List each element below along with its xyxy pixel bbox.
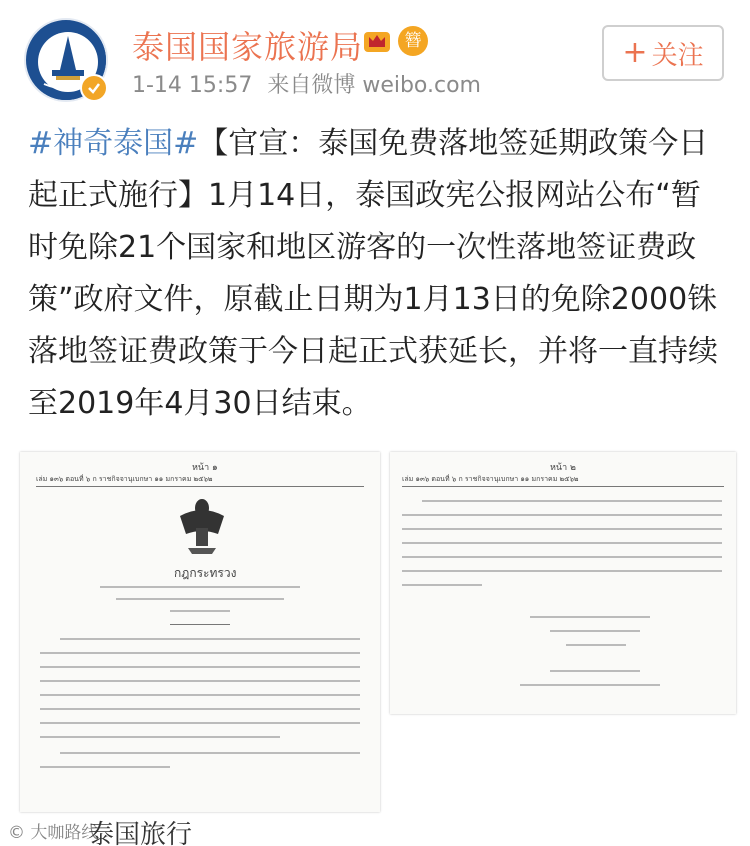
text-line [520,684,660,686]
post-header [0,0,750,112]
verified-badge-icon [80,74,108,102]
divider [36,486,364,487]
watermark: © 大咖路线 [8,823,99,843]
text-line [100,586,300,588]
text-line [530,616,650,618]
crown-badge-icon [362,26,392,56]
plus-icon: + [622,35,648,70]
footer [0,814,750,846]
text-line [116,598,284,600]
text-line [60,752,360,754]
doc-header: เล่ม ๑๓๖ ตอนที่ ๖ ก ราชกิจจานุเบกษา ๑๑ มกราคม ๒๕๖๒ [402,475,579,483]
doc-title: กฎกระทรวง [174,566,237,580]
document-image-left[interactable] [20,452,380,812]
text-line [40,736,280,738]
hashtag-link[interactable]: #神奇泰国# [28,126,199,161]
text-line [40,680,360,682]
text-line [402,542,722,544]
post-time[interactable]: 1-14 15:57 [132,73,253,98]
doc-header: เล่ม ๑๓๖ ตอนที่ ๖ ก ราชกิจจานุเบกษา ๑๑ มกราคม ๒๕๖๒ [36,475,213,483]
post-source: 来自微博 weibo.com [267,73,481,98]
text-line [402,514,722,516]
text-line [170,610,230,612]
divider [170,624,230,625]
post-images[interactable] [14,452,738,846]
text-line [550,670,640,672]
text-line [566,644,626,646]
doc-page-number: หน้า ๒ [550,463,576,473]
text-line [40,722,360,724]
text-line [40,652,360,654]
text-line [402,556,722,558]
text-line [550,630,640,632]
post-text [28,118,728,430]
text-line [40,708,360,710]
text-line [40,766,170,768]
follow-label: 关注 [651,40,704,71]
text-line [60,638,360,640]
divider [402,486,724,487]
follow-button[interactable] [602,25,724,81]
text-line [422,500,722,502]
document-image-right[interactable] [390,452,736,714]
gold-badge-icon: 簪 [398,26,428,56]
post-meta [132,68,489,99]
account-name[interactable]: 泰国国家旅游局 [132,28,364,66]
text-line [402,570,722,572]
text-line [40,666,360,668]
text-line [402,528,722,530]
garuda-emblem-icon [178,494,226,556]
post-body: 【官宣：泰国免费落地签延期政策今日起正式施行】1月14日，泰国政宪公报网站公布“暂时免除21个国家和地区游客的一次性落地签证费政策”政府文件，原截止日期为1月13日的免除2000铢落地签证费政策于今日起正式获延长，并将一直持续至2019年4月30日结束。 [28,126,718,421]
doc-page-number: หน้า ๑ [192,463,218,473]
text-line [40,694,360,696]
text-line [402,584,482,586]
footer-label: 泰国旅行 [88,820,193,846]
